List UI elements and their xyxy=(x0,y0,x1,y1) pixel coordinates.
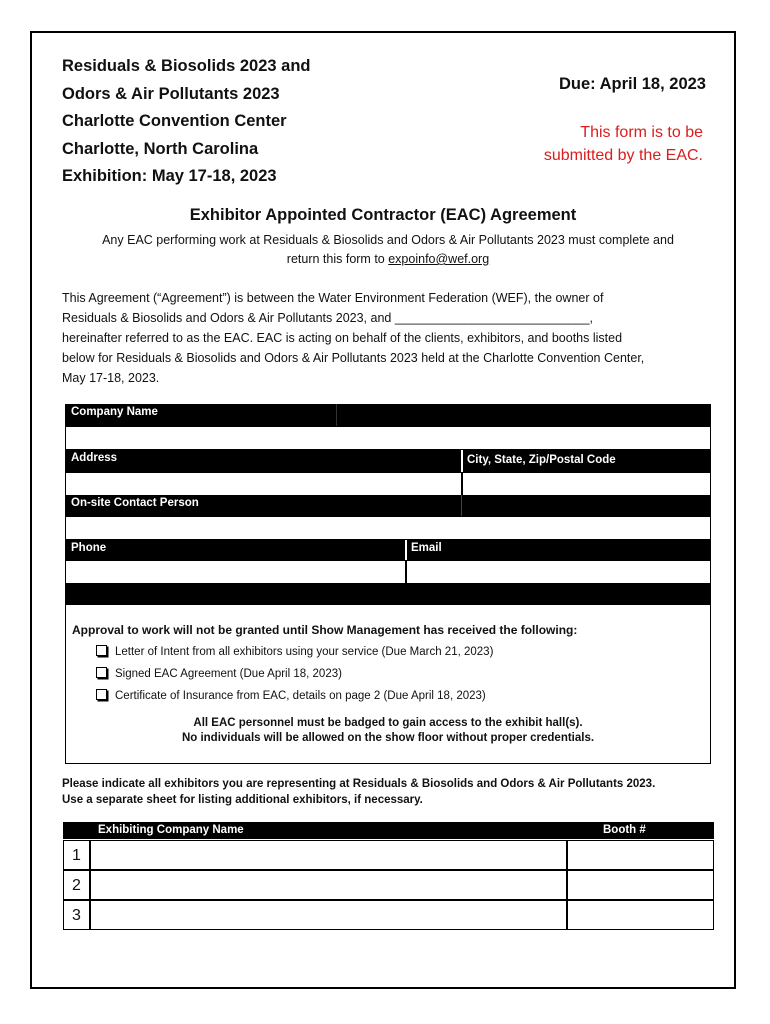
table-row xyxy=(63,840,714,870)
row-number: 1 xyxy=(63,840,90,870)
col-booth: Booth # xyxy=(603,824,646,836)
agreement-line: Residuals & Biosolids and Odors & Air Pollutants 2023, and ____________________________, xyxy=(62,311,593,325)
table-row xyxy=(63,870,714,900)
event-line: Charlotte Convention Center xyxy=(62,112,287,130)
divider xyxy=(461,450,463,472)
email-link[interactable]: expoinfo@wef.org xyxy=(388,252,490,266)
checklist-item[interactable] xyxy=(96,667,342,680)
booth-cell[interactable] xyxy=(567,870,714,900)
checklist-item[interactable] xyxy=(96,645,493,658)
exhibitor-table-header xyxy=(63,822,714,839)
checkbox-icon[interactable] xyxy=(96,645,107,656)
agreement-paragraph xyxy=(62,288,722,388)
col-company-name: Exhibiting Company Name xyxy=(98,824,244,836)
note-line: This form is to be xyxy=(580,124,703,141)
address-header xyxy=(65,450,711,472)
company-name-cell[interactable] xyxy=(90,900,567,930)
agreement-line: May 17-18, 2023. xyxy=(62,371,160,385)
row-number: 3 xyxy=(63,900,90,930)
agreement-line: hereinafter referred to as the EAC. EAC is acting on behalf of the clients, exhibitors, and booths listed xyxy=(62,331,623,345)
company-name-cell[interactable] xyxy=(90,840,567,870)
divider xyxy=(405,540,407,560)
exhibitor-instructions xyxy=(62,776,655,808)
event-line: Residuals & Biosolids 2023 and xyxy=(62,57,311,75)
spacer-bar xyxy=(65,584,711,604)
city-state-zip-label: City, State, Zip/Postal Code xyxy=(467,454,616,466)
submission-note xyxy=(483,121,703,167)
divider xyxy=(461,495,462,516)
event-info xyxy=(62,53,382,191)
phone-field[interactable] xyxy=(65,560,406,584)
checklist-label: Letter of Intent from all exhibitors using your service (Due March 21, 2023) xyxy=(115,646,494,658)
approval-box xyxy=(65,604,711,764)
agreement-line: below for Residuals & Biosolids and Odors & Air Pollutants 2023 held at the Charlotte Convention Center, xyxy=(62,351,645,365)
form-title: Exhibitor Appointed Contractor (EAC) Agreement xyxy=(189,206,577,224)
form-subtitle xyxy=(62,231,714,269)
instruction-line: Use a separate sheet for listing additional exhibitors, if necessary. xyxy=(62,794,423,806)
instruction-line: Please indicate all exhibitors you are representing at Residuals & Biosolids and Odors & Air Pollutants 2023. xyxy=(62,778,656,790)
subtitle-prefix: return this form to xyxy=(286,252,389,266)
phone-label: Phone xyxy=(71,542,107,554)
form-page xyxy=(30,31,736,989)
badge-line: All EAC personnel must be badged to gain access to the exhibit hall(s). xyxy=(193,717,583,729)
subtitle-line: Any EAC performing work at Residuals & Biosolids and Odors & Air Pollutants 2023 must complete and xyxy=(102,233,674,247)
contact-label: On-site Contact Person xyxy=(71,497,199,509)
address-label: Address xyxy=(71,452,118,464)
checklist-label: Signed EAC Agreement (Due April 18, 2023) xyxy=(115,668,342,680)
booth-cell[interactable] xyxy=(567,840,714,870)
city-state-zip-field[interactable] xyxy=(462,472,711,496)
checklist-item[interactable] xyxy=(96,689,486,702)
email-label: Email xyxy=(411,542,442,554)
checkbox-icon[interactable] xyxy=(96,689,107,700)
exhibitor-table xyxy=(63,822,714,931)
badge-notice xyxy=(66,716,710,746)
company-name-label: Company Name xyxy=(71,406,158,418)
approval-title: Approval to work will not be granted until Show Management has received the following: xyxy=(72,623,578,637)
table-row xyxy=(63,900,714,930)
event-line: Exhibition: May 17-18, 2023 xyxy=(62,167,277,185)
booth-cell[interactable] xyxy=(567,900,714,930)
row-number: 2 xyxy=(63,870,90,900)
subtitle-line xyxy=(62,250,714,269)
note-line: submitted by the EAC. xyxy=(543,147,703,164)
event-line: Charlotte, North Carolina xyxy=(62,139,259,158)
event-line: Odors & Air Pollutants 2023 xyxy=(62,84,280,103)
agreement-line: This Agreement (“Agreement”) is between the Water Environment Federation (WEF), the owner of xyxy=(62,291,604,305)
company-name-field[interactable] xyxy=(65,426,711,450)
email-field[interactable] xyxy=(406,560,711,584)
checkbox-icon[interactable] xyxy=(96,667,107,678)
address-field[interactable] xyxy=(65,472,462,496)
contact-header xyxy=(65,495,711,516)
checklist-label: Certificate of Insurance from EAC, details on page 2 (Due April 18, 2023) xyxy=(115,690,486,702)
divider xyxy=(336,404,337,426)
badge-line: No individuals will be allowed on the show floor without proper credentials. xyxy=(181,732,595,744)
phone-header xyxy=(65,540,711,560)
company-name-header xyxy=(65,404,711,426)
company-name-cell[interactable] xyxy=(90,870,567,900)
due-date: Due: April 18, 2023 xyxy=(558,75,706,93)
contact-field[interactable] xyxy=(65,516,711,540)
